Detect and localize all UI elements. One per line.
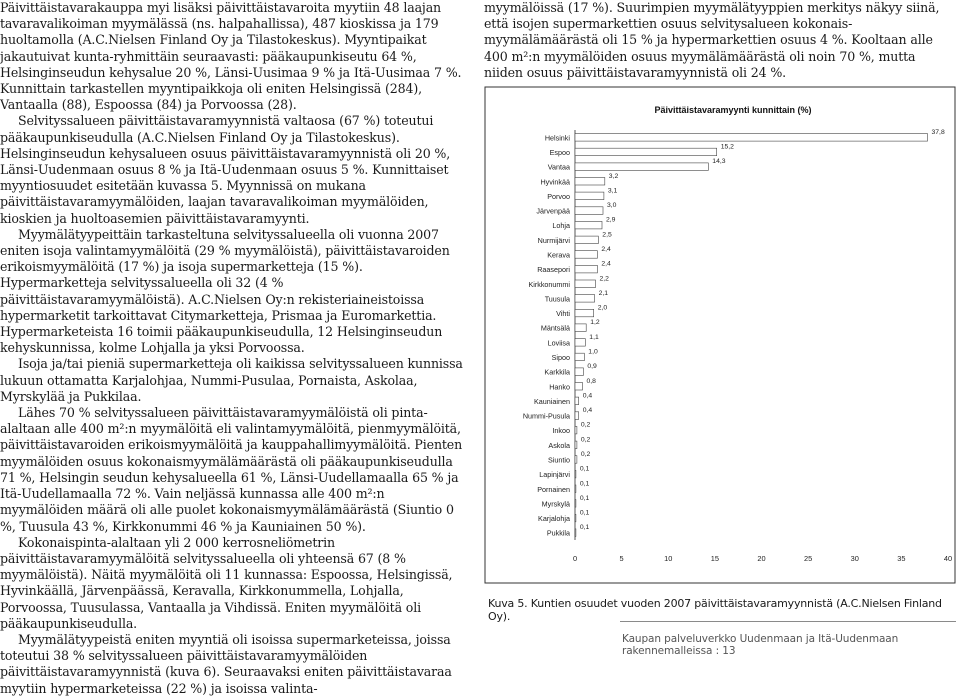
data-label: 1,2 [590,319,600,327]
data-label: 2,4 [601,246,611,253]
bar [575,514,576,522]
body-paragraph: Selvityssalueen päivittäistavaramyynnistä valtaosa (67 %) toteutui pääkaupunkiseudulla (A.C.Nielsen Finland Oy ja Tilastokeskus). Helsinginseudun kehysalueen osuus päivittäistavaramyynnistä oli 20 %, Länsi-Uudenmaan osuus 8 % ja Itä-Uudenmaan osuus 5 %. Kunnittaiset myyntiosuudet esitetään kuvassa 5. Myynnissä on mukana päivittäistavaramyymälöiden, laajan tavaravalikoiman myymälöiden, kioskien ja huoltoasemien päivittäistavaramyynti. [0,113,451,226]
category-label: Nummi-Pusula [522,411,570,421]
data-label: 0,4 [582,392,593,400]
category-label: Inkoo [552,426,570,436]
category-label: Hanko [549,382,570,392]
x-tick-label: 25 [803,554,813,563]
category-label: Helsinki [544,133,570,143]
category-label: Mäntsälä [540,323,570,333]
bar [575,324,586,332]
category-label: Lapinjärvi [539,470,570,480]
x-tick-label: 35 [897,554,906,563]
data-label: 1,0 [588,348,598,356]
data-label: 2,0 [597,304,608,312]
data-label: 0,2 [580,421,591,429]
figure-caption: Kuva 5. Kuntien osuudet vuoden 2007 päivittäistavaramyynnistä (A.C.Nielsen Finland Oy). [488,597,942,623]
bar [575,221,602,229]
category-label: Nurmijärvi [537,235,570,245]
bar [575,163,708,171]
category-label: Tuusula [544,294,570,304]
data-label: 0,8 [586,377,596,385]
data-label: 15,2 [720,143,734,151]
page-footer: Kaupan palveluverkko Uudenmaan ja Itä-Uudenmaan rakennemalleissa : 13 [622,633,899,657]
category-label: Kauniainen [534,396,570,406]
bar [575,192,604,200]
chart-title: Päivittäistavaramyynti kunnittain (%) [654,105,812,115]
bar [575,339,585,347]
x-tick-label: 0 [572,554,578,563]
data-label: 0,1 [579,524,590,532]
data-label: 14,3 [712,158,726,166]
body-paragraph: Kokonaispinta-alaltaan yli 2 000 kerrosneliömetrin päivittäistavaramyymälöitä selvityssalueella oli yhteensä 67 (8 % myymälöistä). Näitä myymälöitä oli 11 kunnassa: Espoossa, Helsingissä, Hyvinkäällä, Järvenpäässä, Keravalla, Kirkkonummella, Lohjalla, Porvoossa, Tuusulassa, Vantaalla ja Vihdissä. Eniten myymälöitä oli pääkaupunkiseudulla. [0,534,453,631]
bar [575,207,603,215]
x-tick-label: 10 [664,554,673,563]
x-tick-label: 30 [850,554,859,563]
body-paragraph: Myymälätyypeistä eniten myyntiä oli isoissa supermarketeissa, joissa toteutui 38 % selvityssalueen päivittäistavaramyymälöiden päivittäistavaramyynnistä (kuva 6). Seuraavaksi eniten päivittäistavaraa myytiin hypermarketeissa (22 %) ja isoissa valinta- [0,631,452,696]
bar-chart [484,86,956,584]
category-label: Järvenpää [536,206,570,216]
bar [575,500,576,508]
bar [575,236,598,244]
bar [575,441,577,449]
bar [575,280,596,288]
left-text-column [0,0,463,697]
x-tick-label: 40 [943,554,953,563]
body-paragraph: Päivittäistavarakauppa myi lisäksi päivittäistavaroita myytiin 48 laajan tavaravalikoiman myymälässä (ns. halpahallissa), 487 kioskissa ja 179 huoltamolla (A.C.Nielsen Finland Oy ja Tilastokeskus). Myyntipaikat jakautuivat kunta-ryhmittäin seuraavasti: pääkaupunkiseutu 64 %, Helsinginseudun kehysalue 20 %, Länsi-Uusimaa 9 % ja Itä-Uusimaa 7 %. Kunnittain tarkastellen myyntipaikkoja oli eniten Helsingissä (284), Vantaalla (88), Espoossa (84) ja Porvoossa (28). [0,0,462,113]
bar [575,148,717,156]
right-text-column [484,0,954,81]
category-label: Vantaa [547,162,570,172]
bar [575,383,583,391]
data-label: 0,1 [579,480,590,488]
data-label: 2,9 [606,216,616,224]
body-paragraph: Lähes 70 % selvityssalueen päivittäistavaramyymälöistä oli pinta-alaltaan alle 400 m²:n myymälöitä eli valintamyymälöitä, pienmyymälöitä, päivittäistavaroiden erikoismyymälöitä ja kauppahallimyymälöitä. Pienten myymälöiden osuus kokonaismyymälämäärästä oli pääkaupunkiseudulla 71 %, Helsingin seudun kehysalueella 61 %, Länsi-Uudellamaalla 65 % ja Itä-Uudellamaalla 72 %. Vain neljässä kunnassa alle 400 m²:n myymälöiden määrä oli alle puolet kokonaismyymälämäärästä (Siuntio 0 %, Tuusula 43 %, Kirkkonummi 46 % ja Kauniainen 50 %). [0,405,463,534]
data-label: 0,4 [582,407,593,414]
category-label: Kirkkonummi [528,279,570,289]
bar [575,412,579,420]
category-label: Karkkila [544,367,570,377]
data-label: 2,5 [602,231,612,239]
bar [575,178,605,186]
bar [575,470,576,478]
bar [575,485,576,493]
category-label: Hyvinkää [540,177,570,187]
bar [575,265,597,273]
category-label: Askola [548,440,570,450]
body-paragraph: Myymälätyypeittäin tarkasteltuna selvityssalueella oli vuonna 2007 eniten isoja valintamyymälöitä (29 % myymälöistä), päivittäistavaroiden erikoismyymälöitä (17 %) ja isoja supermarketteja (15 %). Hypermarketteja selvityssalueella oli 32 (4 % päivittäistavaramyymälöistä). A.C.Nielsen Oy:n rekisteriaineistoissa hypermarketit tarkoittavat Citymarketteja, Prismaa ja Euromarkettia. Hypermarketeista 16 toimii pääkaupunkiseudulla, 12 Helsinginseudun kehyskunnissa, kolme Lohjalla ja yksi Porvoossa. [0,226,450,356]
category-label: Myrskylä [541,499,570,509]
category-label: Pornainen [537,484,570,494]
data-label: 3,1 [607,187,618,195]
data-label: 0,2 [580,436,591,444]
chart-container [484,86,956,584]
category-label: Siuntio [548,455,570,465]
data-label: 3,0 [607,202,617,209]
category-label: Porvoo [547,191,570,201]
data-label: 2,1 [598,289,609,297]
bar [575,426,577,434]
category-label: Raasepori [537,265,570,275]
category-label: Espoo [549,148,570,157]
body-paragraph: myymälöissä (17 %). Suurimpien myymälätyyppien merkitys näkyy siinä, että isojen supermarkettien osuus selvitysalueen kokonais-myymälämäärästä oli 15 % ja hypermarkettien osuus 4 %. Kooltaan alle 400 m²:n myymälöiden osuus myymälämäärästä oli noin 70 %, mutta niiden osuus päivittäistavaramyynnistä oli 24 %. [484,0,940,80]
data-label: 0,1 [579,509,590,517]
category-label: Loviisa [547,338,570,348]
x-tick-label: 5 [619,554,624,563]
data-label: 0,1 [579,494,590,502]
bar [575,456,577,464]
data-label: 1,1 [589,333,599,341]
category-label: Karjalohja [538,514,570,523]
bar [575,397,579,405]
data-label: 0,9 [587,363,597,371]
data-label: 37,8 [931,128,945,136]
data-label: 2,4 [601,260,611,268]
data-label: 3,2 [608,172,619,180]
bar [575,309,594,317]
data-label: 0,2 [580,451,591,458]
body-paragraph: Isoja ja/tai pieniä supermarketteja oli kaikissa selvityssalueen kunnissa lukuun ottamatta Karjalohjaa, Nummi-Pusulaa, Pornaista, Askolaa, Myrskylää ja Pukkilaa. [0,356,463,404]
category-label: Lohja [552,221,570,231]
footer-divider [620,621,956,622]
data-label: 2,2 [599,275,609,283]
x-tick-label: 20 [757,554,766,563]
bar [575,134,928,142]
bar [575,353,584,361]
bar [575,529,576,537]
bar [575,368,583,376]
bar [575,295,595,303]
bar [575,251,597,259]
data-label: 0,1 [579,465,590,473]
category-label: Pukkila [546,528,570,538]
category-label: Kerava [547,250,570,260]
category-label: Sipoo [551,353,570,362]
category-label: Vihti [556,309,570,318]
x-tick-label: 15 [710,554,720,563]
